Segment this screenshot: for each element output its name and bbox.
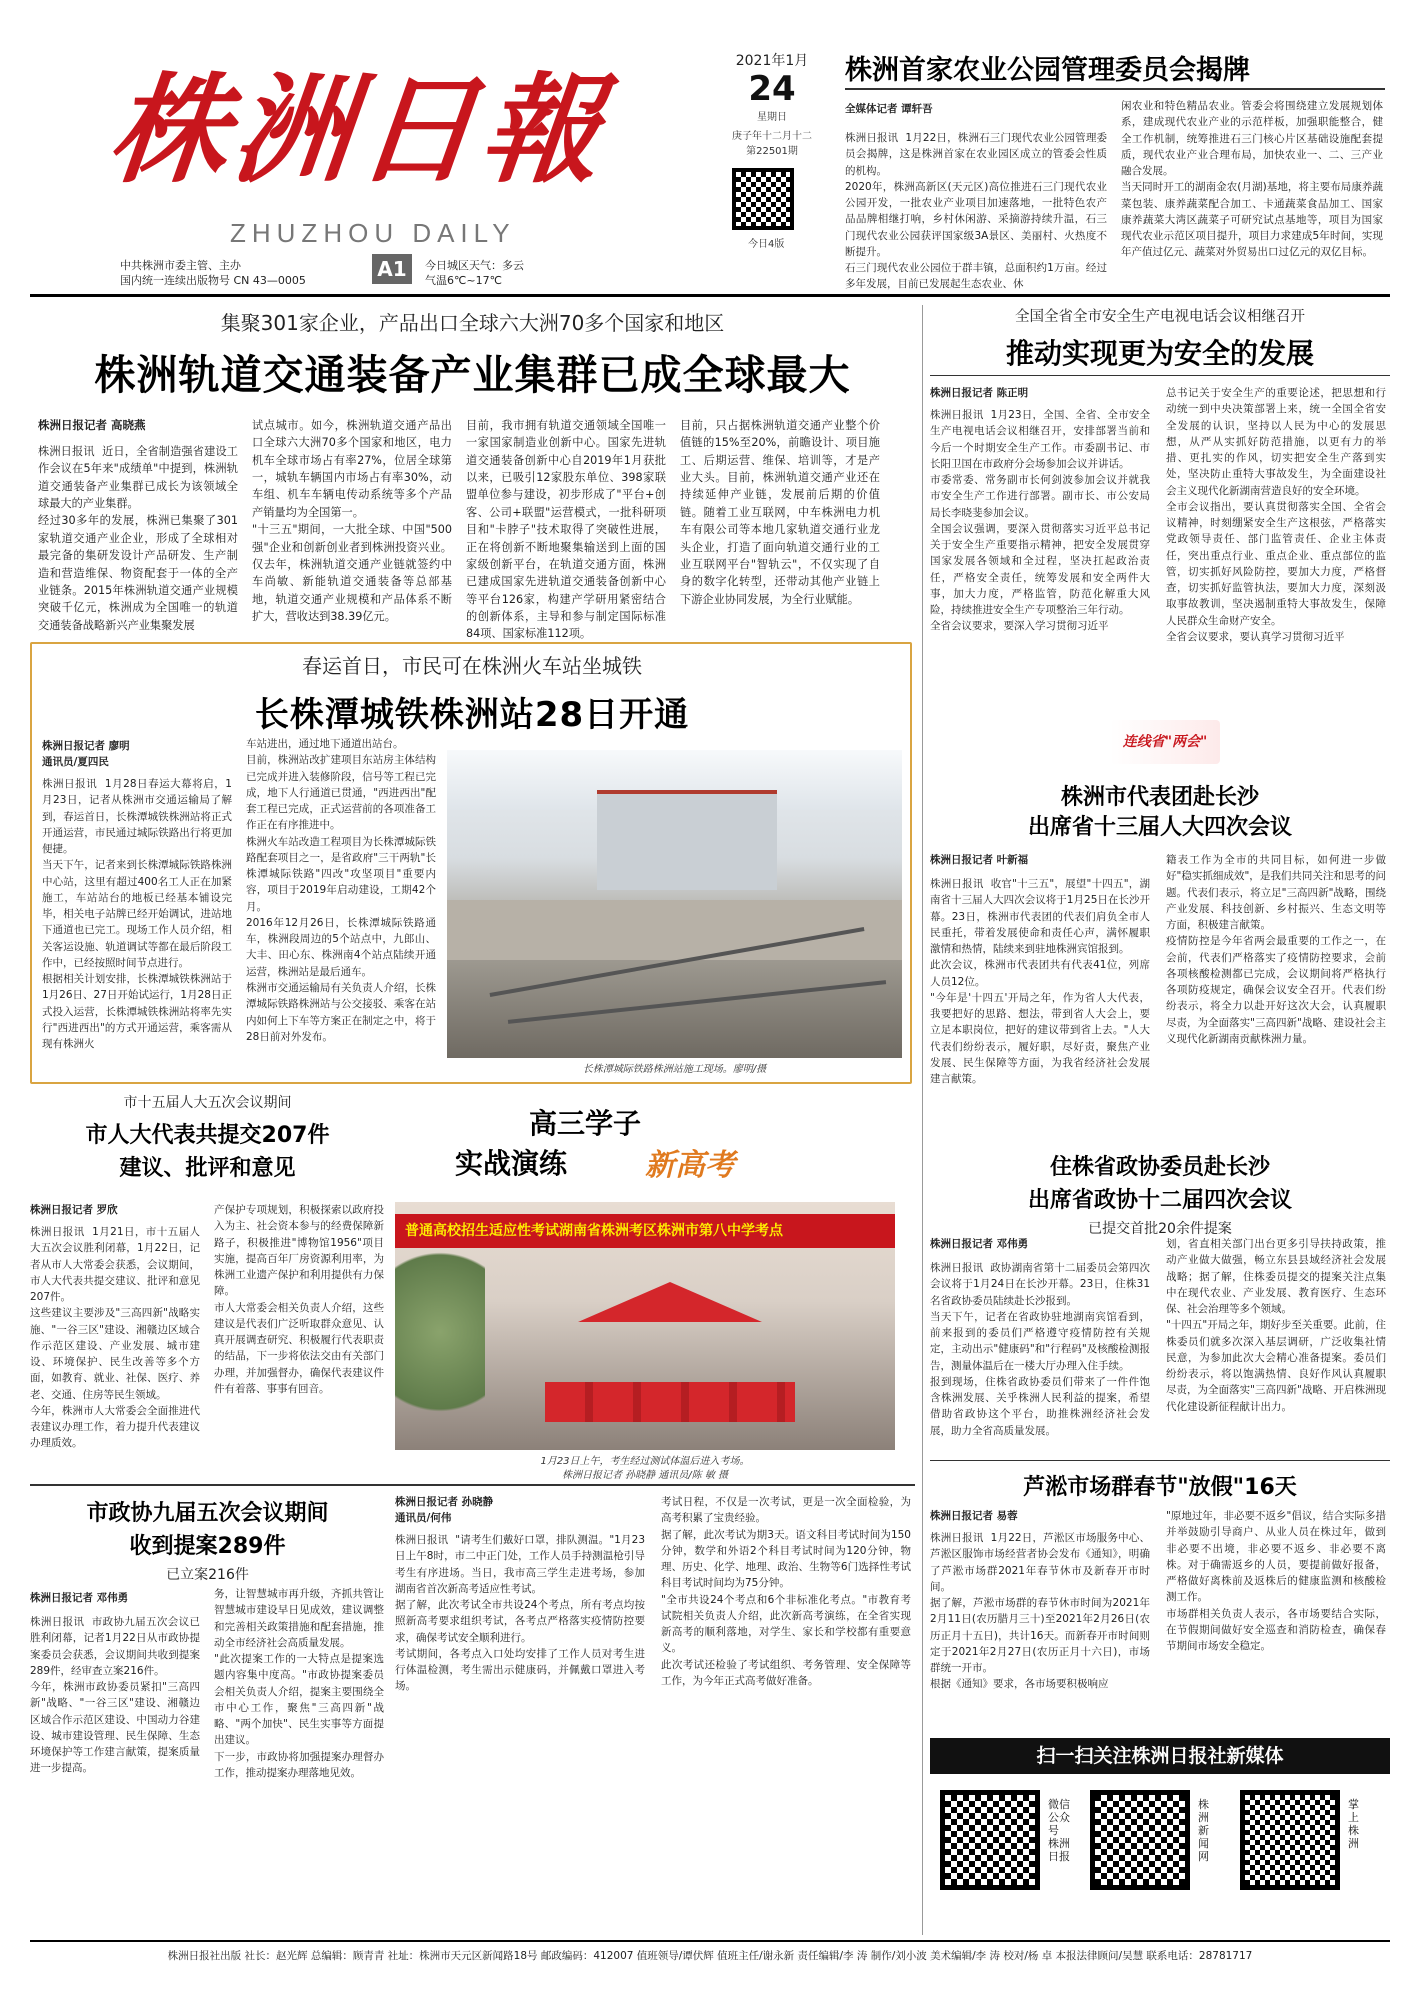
pages-count: 今日4版 xyxy=(748,239,785,250)
npc-proposals-headline-1: 市人大代表共提交207件 xyxy=(85,1123,330,1148)
exam-byline-1: 株洲日报记者 孙晓静 xyxy=(395,1496,494,1508)
exam-banner xyxy=(395,1214,895,1248)
exam-story xyxy=(395,1092,915,1481)
weather xyxy=(425,258,524,288)
lead-story xyxy=(30,305,915,640)
lusong-byline: 株洲日报记者 易蓉 xyxy=(930,1510,1018,1522)
lusong-col-1: 株洲日报讯 1月22日，芦淞区市场服务中心、芦淞区服饰市场经营者协会发布《通知》，明确了芦淞市场群2021年春节休市及新春开市时间。 据了解，芦淞市场群的春节休市时间为2021年2月11日(农历腊月三十)至2021年2月26日(农历正月十五日)，共计16天。而新春开市时间则定于2021年2月27日(农历正月十六日)，市场群统一开市。 根据《通知》要求，各市场要积极响应 xyxy=(930,1532,1150,1691)
railway-col-1: 株洲日报讯 1月28日春运大幕将启，1月23日，记者从株洲市交通运输局了解到，春运首日，长株潭城铁株洲站将正式开通运营，市民通过城际铁路出行将更加便捷。 当天下午，记者来到长株潭城际铁路株洲中心站，这里有超过400名工人正在加紧施工，车站站台的地板已经基本铺设完毕，相关电子站牌已经开始调试，进站地下通道也已完工。现场工作人员介绍，相关客运设施、轨道调试等都在最后阶段工作中，已经按照时间节点进行。 根据相关计划安排，长株潭城铁株洲站于1月26日、27日开始试运行，1月28日正式投入运营，长株潭城铁株洲站将率先实行"西进西出"的方式开通运营，乘客需从现有株洲火 xyxy=(42,778,232,1051)
safety-rule xyxy=(930,375,1390,376)
cppcc-city-headline-1: 市政协九届五次会议期间 xyxy=(86,1501,329,1526)
npc-proposals-col-2: 产保护专项规划，积极探索以政府投入为主、社会资本参与的经费保障新路子，积极推进"博物馆1956"项目实施，提高百年厂房资源利用率，为株洲工业遗产保护和利用提供有力保障。 市人大常委会相关负责人介绍，这些建议是代表们广泛听取群众意见、认真开展调查研究、积极履行代表职责的结晶，下一步将依法交由有关部门办理，并加强督办，确保代表建议件件有着落、事事有回音。 xyxy=(214,1204,384,1395)
safety-col-2: 总书记关于安全生产的重要论述，把思想和行动统一到中央决策部署上来，统一全国全省安全发展的认识，坚持以人民为中心的发展思想，从严从实抓好防范措施，以更有力的举措、更扎实的作风，切实把安全生产落到实处，坚决防止重特大事故发生，为全面建设社会主义现代化新湖南营造良好的安全环境。 全市会议指出，要认真贯彻落实全国、全省会议精神，时刻绷紧安全生产这根弦，严格落实党政领导责任、部门监管责任、企业主体责任，突出重点行业、重点企业、重点部位的监管，切实抓好风险防控，要加大力度，严格督查，切实抓好监管执法，要加大力度，深刻汲取事故教训，坚决遏制重特大事故发生，保障人民群众生命财产安全。 全省会议要求，要认真学习贯彻习近平 xyxy=(1166,387,1386,643)
cppcc-delegation-headline-1: 住株省政协委员赴长沙 xyxy=(1049,1155,1270,1180)
npc-delegation-headline-2: 出席省十三届人大四次会议 xyxy=(1027,815,1292,840)
rail-track-right xyxy=(508,980,886,1024)
cppcc-delegation-subhead: 已提交首批20余件提案 xyxy=(1088,1221,1232,1237)
top-story-col-1: 株洲日报讯 1月22日，株洲石三门现代农业公园管理委员会揭牌，这是株洲首家在农业园区成立的管委会性质的机构。 2020年，株洲高新区(天元区)高位推进石三门现代农业公园开发，一批农业产业项目加速落地，一批特色农产品品牌相继打响，乡村休闲游、采摘游持续升温，石三门现代农业公园获评国家级3A景区、美丽村、火热度不断提升。 石三门现代农业公园位于群丰镇，总面积约1万亩。经过多年发展，目前已发展起生态农业、休 xyxy=(845,132,1107,291)
section-divider-middle xyxy=(30,1484,915,1486)
issue-number: 第22501期 xyxy=(746,146,798,157)
footer-rule xyxy=(30,1940,1390,1942)
exam-tree xyxy=(395,1252,485,1452)
edition-badge: A1 xyxy=(372,254,412,284)
top-story-headline: 株洲首家农业公园管理委员会揭牌 xyxy=(845,55,1250,86)
lusong-story xyxy=(930,1468,1390,1733)
railway-story xyxy=(42,650,902,1080)
newspaper-english-name: ZHUZHOU DAILY xyxy=(230,218,516,248)
npc-delegation-col-1: 株洲日报讯 收官"十三五"，展望"十四五"，湖南省十三届人大四次会议将于1月25日在长沙开幕。23日，株洲市代表团的代表们肩负全市人民重托，带着发展使命和责任心声，满怀履职激情和热情，陆续来到驻地株洲宾馆报到。 此次会议，株洲市代表团共有代表41位，列席人员12位。 "今年是'十四五'开局之年，作为省人大代表，我要把好的思路、想法，带到省人大会上，要立足本职岗位，把好的建议带到省上去。"人大代表们纷纷表示，履好职，尽好责，聚焦产业发展、民生保障等方面，为我省经济社会发展建言献策。 xyxy=(930,878,1150,1086)
cppcc-city xyxy=(30,1490,385,1930)
lead-kicker: 集聚301家企业，产品出口全球六大洲70多个国家和地区 xyxy=(220,311,725,335)
weather-label: 今日城区天气：多云 xyxy=(425,259,524,272)
npc-delegation-headline-1: 株洲市代表团赴长沙 xyxy=(1060,785,1259,810)
lusong-headline: 芦淞市场群春节"放假"16天 xyxy=(1023,1475,1297,1500)
npc-delegation xyxy=(930,712,1390,1142)
cppcc-delegation-col-2: 划，省直相关部门出台更多引导扶持政策，推动产业做大做强，畅立东县县域经济社会发展战略；据了解，住株委员提交的提案关注点集中在现代农业、产业发展、教育医疗、生态环保、社会治理等多个领域。 "十四五"开局之年，期好步至关重要。此前，住株委员们就多次深入基层调研，广泛收集社情民意，为参加此次大会精心准备提案。委员们纷纷表示，将以饱满热情、良好作风认真履职尽责，为全面落实"三高四新"战略、开启株洲现代化建设新征程献计出力。 xyxy=(1166,1238,1386,1413)
safety-col-1: 株洲日报讯 1月23日，全国、全省、全市安全生产电视电话会议相继召开，安排部署当前和今后一个时期安全生产工作。市委副书记、市长阳卫国在市政府分会场参加会议并讲话。 市委常委、常务副市长何剑波参加会议并就我市安全生产工作进行部署。副市长、市公安局局长李晓斐参加会议。 全国会议强调，要深入贯彻落实习近平总书记关于安全生产重要指示精神，把安全发展贯穿国家发展各领域和全过程，坚决扛起政治责任，严格安全责任，统筹发展和安全两件大事，加大力度，严格监管，防范化解重大风险，持续推进安全生产专项整治三年行动。 全省会议要求，要深入学习贯彻习近平 xyxy=(930,409,1150,633)
safety-headline: 推动实现更为安全的发展 xyxy=(1005,337,1314,370)
railway-byline-1: 株洲日报记者 廖明 xyxy=(42,740,130,752)
weekday: 星期日 xyxy=(757,112,787,123)
lusong-col-2: "原地过年，非必要不返乡"倡议，结合实际多措并举鼓励引导商户、从业人员在株过年，做到非必要不出境，非必要不返乡、非必要不离株。对于确需返乡的人员，要提前做好报备，严格做好离株前及返株后的健康监测和核酸检测工作。 市场群相关负责人表示，各市场要结合实际，在节假期间做好安全巡查和消防检查，确保春节期间市场安全稳定。 xyxy=(1166,1510,1386,1653)
lead-col-2: 试点城市。如今，株洲轨道交通产品出口全球六大洲70多个国家和地区，电力机车全球市场占有率27%，位居全球第一，城轨车辆国内市场占有率30%，动车组、机车车辆电传动系统等多个产品产销量均为全国第一。 "十三五"期间，一大批全球、中国"500强"企业和创新创业者到株洲投资兴业。仅去年，株洲轨道交通产业链就签约中车尚敏、新能轨道交通装备等总部基地，轨道交通产业规模和产品体系不断扩大，营收达到38.39亿元。 xyxy=(252,419,452,623)
qr-app[interactable] xyxy=(1240,1790,1340,1890)
railway-byline-2: 通讯员/夏四民 xyxy=(42,756,109,768)
cppcc-delegation-col-1: 株洲日报讯 政协湖南省第十二届委员会第四次会议将于1月24日在长沙开幕。23日，住株31名省政协委员陆续赴长沙报到。 当天下午，记者在省政协驻地湖南宾馆看到，前来报到的委员们严格遵守疫情防控有关规定，主动出示"健康码"和"行程码"及核酸检测报告，测量体温后在一楼大厅办理入住手续。 报到现场，住株省政协委员们带来了一件件饱含株洲发展、关乎株洲人民利益的提案，希望借助省政协这个平台，助推株洲经济社会发展，助力全省高质量发展。 xyxy=(930,1262,1150,1437)
station-building xyxy=(597,790,777,890)
npc-delegation-byline: 株洲日报记者 叶新福 xyxy=(930,854,1029,866)
date-day: 24 xyxy=(748,69,796,109)
safety-byline: 株洲日报记者 陈正明 xyxy=(930,387,1029,399)
qr-wechat[interactable] xyxy=(940,1790,1040,1890)
cppcc-delegation xyxy=(930,1150,1390,1450)
cppcc-city-col-2: 务，让智慧城市再升级，齐抓共管让智慧城市建设早日见成效，建议调整和完善相关政策措施和配套措施，推动全市经济社会高质量发展。 "此次提案工作的一大特点是提案选题内容集中度高。"市政协提案委员会相关负责人介绍，提案主要围绕全市中心工作，聚焦"三高四新"战略、"两个加快"、民生实事等方面提出建议。 下一步，市政协将加强提案办理督办工作，推动提案办理落地见效。 xyxy=(214,1588,384,1779)
npc-proposals-headline-2: 建议、批评和意见 xyxy=(119,1156,296,1181)
top-story-rule xyxy=(845,88,1385,90)
npc-proposals-col-1: 株洲日报讯 1月21日，市十五届人大五次会议胜利闭幕，1月22日，记者从市人大常委会获悉，会议期间，市人大代表共提交建议、批评和意见207件。 这些建议主要涉及"三高四新"战略实施、"一谷三区"建设、湘赣边区域合作示范区建设、产业发展、城市建设、环境保护、民生改善等多个方面，如教育、就业、社保、医疗、养老、交通、住房等民生领域。 今年，株洲市人大常委会全面推进代表建议办理工作，着力提升代表建议办理质效。 xyxy=(30,1226,200,1450)
top-story-byline: 全媒体记者 谭轩吾 xyxy=(845,103,933,115)
qr-section-title: 扫一扫关注株洲日报社新媒体 xyxy=(930,1738,1390,1774)
railway-col-2: 车站进出，通过地下通道出站台。 目前，株洲站改扩建项目东站房主体结构已完成并进入装修阶段，信号等工程已完成，地下人行通道已贯通，"西进西出"配套工程已完成，正式运营前的各项准备工作正在有序推进中。 株洲火车站改造工程项目为长株潭城际铁路配套项目之一，是省政府"三干两轨"长株潭城际铁路"四改"攻坚项目"重要内容，项目于2019年启动建设，工期42个月。 2016年12月26日，长株潭城际铁路通车，株洲段周边的5个站点中，九郎山、大丰、田心东、株洲南4个站点陆续开通运营，株洲站是最后通车。 株洲市交通运输局有关负责人介绍，长株潭城际铁路株洲站与公交接驳、乘客在站内如何上下车等方案正在制定之中，将于28日前对外发布。 xyxy=(246,738,436,1043)
npc-proposals-kicker: 市十五届人大五次会议期间 xyxy=(123,1095,292,1111)
masthead-qr-code[interactable] xyxy=(732,168,794,230)
lead-col-1: 株洲日报讯 近日，全省制造强省建设工作会议在5年来"成绩单"中提到，株洲轨道交通装备产业集群已成长为该领域全球最大的产业集群。 经过30多年的发展，株洲已集聚了301家轨道交通产业企业，形成了全球相对最完备的集研发设计产品研发、生产制造和营造维保、物资配套于一体的全产业链条。2015年株洲轨道交通产业规模突破千亿元，株洲成为全国唯一的轨道交通装备战略新兴产业集聚发展 xyxy=(38,445,238,632)
railway-photo-caption: 长株潭城际铁路株洲站施工现场。廖明/摄 xyxy=(582,1064,767,1075)
publisher-line: 中共株洲市委主管、主办 xyxy=(120,259,241,272)
newspaper-title: 株洲日報 xyxy=(102,60,614,199)
cppcc-delegation-byline: 株洲日报记者 邓伟勇 xyxy=(930,1238,1029,1250)
exam-photo xyxy=(395,1202,895,1450)
top-story xyxy=(845,48,1385,291)
npc-delegation-col-2: 籍表工作为全市的共同目标，如何进一步做好"稳实抓细成效"，是我们共同关注和思考的问题。代表们表示，将立足"三高四新"战略，围绕产业发展、科技创新、乡村振兴、生态文明等方面，积极建言献策。 疫情防控是今年省两会最重要的工作之一，在会前，代表们严格落实了疫情防控要求，会前各项核酸检测都已完成，会议期间将严格执行各项防疫规定，确保会议安全召开。代表们纷纷表示，将全力以赴开好这次大会，认真履职尽责，为全面落实"三高四新"战略、建设社会主义现代化新湖南贡献株洲力量。 xyxy=(1166,854,1386,1045)
safety-kicker: 全国全省全市安全生产电视电话会议相继召开 xyxy=(1015,309,1305,325)
qr-section xyxy=(930,1738,1390,1928)
exam-tent xyxy=(555,1282,785,1322)
exam-headline-2: 实战演练 xyxy=(455,1147,568,1180)
column-divider-right xyxy=(922,305,923,1935)
exam-photo-caption-2: 株洲日报记者 孙晓静 通讯员/陈 敏 摄 xyxy=(561,1470,729,1481)
two-sessions-logo xyxy=(1110,720,1220,764)
cppcc-city-subhead: 已立案216件 xyxy=(166,1567,249,1583)
exam-stamp: 新高考 xyxy=(645,1148,735,1183)
station-platform xyxy=(447,900,902,960)
qr-label-news-site: 株洲新闻网 xyxy=(1198,1798,1209,1863)
lead-headline: 株洲轨道交通装备产业集群已成全球最大 xyxy=(94,351,851,399)
date-year-month: 2021年1月 xyxy=(735,53,809,69)
qr-label-wechat: 微信公众号 株洲日报 xyxy=(1048,1798,1070,1863)
cppcc-city-headline-2: 收到提案289件 xyxy=(129,1534,286,1559)
cppcc-city-byline: 株洲日报记者 邓伟勇 xyxy=(30,1592,129,1604)
top-story-col-2: 闲农业和特色精品农业。管委会将围绕建立发展规划体系，建成现代农业产业的示范样板，加强职能整合，健全工作机制，统筹推进石三门核心片区基础设施配套提质，现代农业产业合理布局，加快农业一、二、三产业融合发展。 当天同时开工的湖南金农(月湖)基地，将主要布局康养蔬菜包装、康养蔬菜配合加工、卡通蔬菜食品加工、国家康养蔬菜大湾区蔬菜子可研究试点基地等，项目为国家现代农业示范区项目提升，项目力求建成5年时间，实现年产值过亿元、蔬菜对外贸易出口过亿元的双亿目标。 xyxy=(1121,100,1383,259)
exam-banner-text: 普通高校招生适应性考试湖南省株洲考区株洲市第八中学考点 xyxy=(405,1223,783,1239)
railway-kicker: 春运首日，市民可在株洲火车站坐城铁 xyxy=(302,654,642,678)
date-block xyxy=(712,50,832,157)
npc-proposals-byline: 株洲日报记者 罗欣 xyxy=(30,1204,118,1216)
cn-number: 国内统一连续出版物号 CN 43—0005 xyxy=(120,274,306,287)
exam-body xyxy=(395,1490,915,1930)
two-sessions-logo-text: 连线省"两会" xyxy=(1122,734,1208,750)
masthead-logo xyxy=(102,55,614,215)
npc-proposals xyxy=(30,1092,385,1477)
qr-news-site[interactable] xyxy=(1090,1790,1190,1890)
safety-story xyxy=(930,305,1390,705)
exam-photo-caption-1: 1月23日上午，考生经过测试体温后进入考场。 xyxy=(540,1456,750,1467)
masthead xyxy=(0,0,1420,291)
exam-barriers xyxy=(545,1382,795,1422)
lunar-date: 庚子年十二月十二 xyxy=(732,131,812,142)
lead-col-4: 目前，只占据株洲轨道交通产业整个价值链的15%至20%，前瞻设计、项目施工、后期运营、维保、培训等，才是产业大头。目前，株洲轨道交通产业还在持续延伸产业链，发展前后期的价值链。随着工业互联网，中车株洲电力机车有限公司等本地几家轨道交通行业龙头企业，打造了面向轨道交通行业的工业互联网平台"智轨云"，不仅实现了自身的数字化转型，还带动其他产业链上下游企业协同发展，为全行业赋能。 xyxy=(680,419,880,606)
exam-col-1: 株洲日报讯 "请考生们戴好口罩，排队测温。"1月23日上午8时，市二中正门处，工作人员手持测温枪引导考生有序进场。当日，我市高三学生走进考场，参加湖南省首次新高考适应性考试。 据了解，此次考试全市共设24个考点，所有考点均按照新高考要求组织考试，各考点严格落实疫情防控要求，确保考试安全顺利进行。 考试期间，各考点入口处均安排了工作人员对考生进行体温检测，考生需出示健康码，并佩戴口罩进入考场。 xyxy=(395,1534,645,1693)
cppcc-delegation-headline-2: 出席省政协十二届四次会议 xyxy=(1027,1188,1292,1213)
weather-temp: 气温6℃~17℃ xyxy=(425,274,502,287)
lead-byline: 株洲日报记者 高晓燕 xyxy=(38,418,146,432)
railway-photo xyxy=(447,750,902,1058)
qr-label-app: 掌上株洲 xyxy=(1348,1798,1359,1850)
exam-col-2: 考试日程，不仅是一次考试，更是一次全面检验，为高考积累了宝贵经验。 据了解，此次考试为期3天。语文科目考试时间为150分钟，数学和外语2个科目考试时间为120分钟，物理、历史、化学、地理、政治、生物等6门选择性考试科目考试时间均为75分钟。 "全市共设24个考点和6个非标准化考点。"市教育考试院相关负责人介绍，此次新高考演练，在全省实现新高考的顺利落地，对学生、家长和学校都有重要意义。 此次考试还检验了考试组织、考务管理、安全保障等工作，为今年正式高考做好准备。 xyxy=(661,1496,911,1687)
exam-byline-2: 通讯员/何伟 xyxy=(395,1512,452,1524)
masthead-divider xyxy=(30,294,1390,297)
lead-col-3: 目前，我市拥有轨道交通领域全国唯一一家国家制造业创新中心。国家先进轨道交通装备创新中心自2019年1月获批以来，已吸引12家股东单位、398家联盟单位参与建设，初步形成了"平台+创客、公司+联盟"运营模式，一批科研项目和"卡脖子"技术取得了突破性进展，正在将创新不断地聚集输送到上面的国家级创新平台，在轨道交通方面，株洲已建成国家先进轨道交通装备创新中心等平台126家，构建产学研用紧密结合的创新体系，主导和参与制定国际标准84项、国家标准112项。 xyxy=(466,419,666,641)
exam-headline-1: 高三学子 xyxy=(528,1107,641,1140)
right-divider-1 xyxy=(930,1460,1390,1461)
footer-text: 株洲日报社出版 社长：赵光辉 总编辑：顾青青 社址：株洲市天元区新闻路18号 邮政编码：412007 值班领导/谭伏辉 值班主任/谢永新 责任编辑/李 涛 制作/刘小波 美术编辑/李 涛 校对/杨 卓 本报法律顾问/吴慧 联系电话：28781717 xyxy=(167,1950,1253,1962)
railway-headline: 长株潭城铁株洲站28日开通 xyxy=(254,695,690,735)
publisher-info xyxy=(120,258,306,288)
cppcc-city-col-1: 株洲日报讯 市政协九届五次会议已胜利闭幕，记者1月22日从市政协提案委员会获悉，会议期间共收到提案289件，经审查立案216件。 今年，株洲市政协委员紧扣"三高四新"战略、"一谷三区"建设、湘赣边区域合作示范区建设、中国动力谷建设、城市建设管理、民生保障、生态环境保护等工作建言献策，提案质量进一步提高。 xyxy=(30,1616,200,1775)
